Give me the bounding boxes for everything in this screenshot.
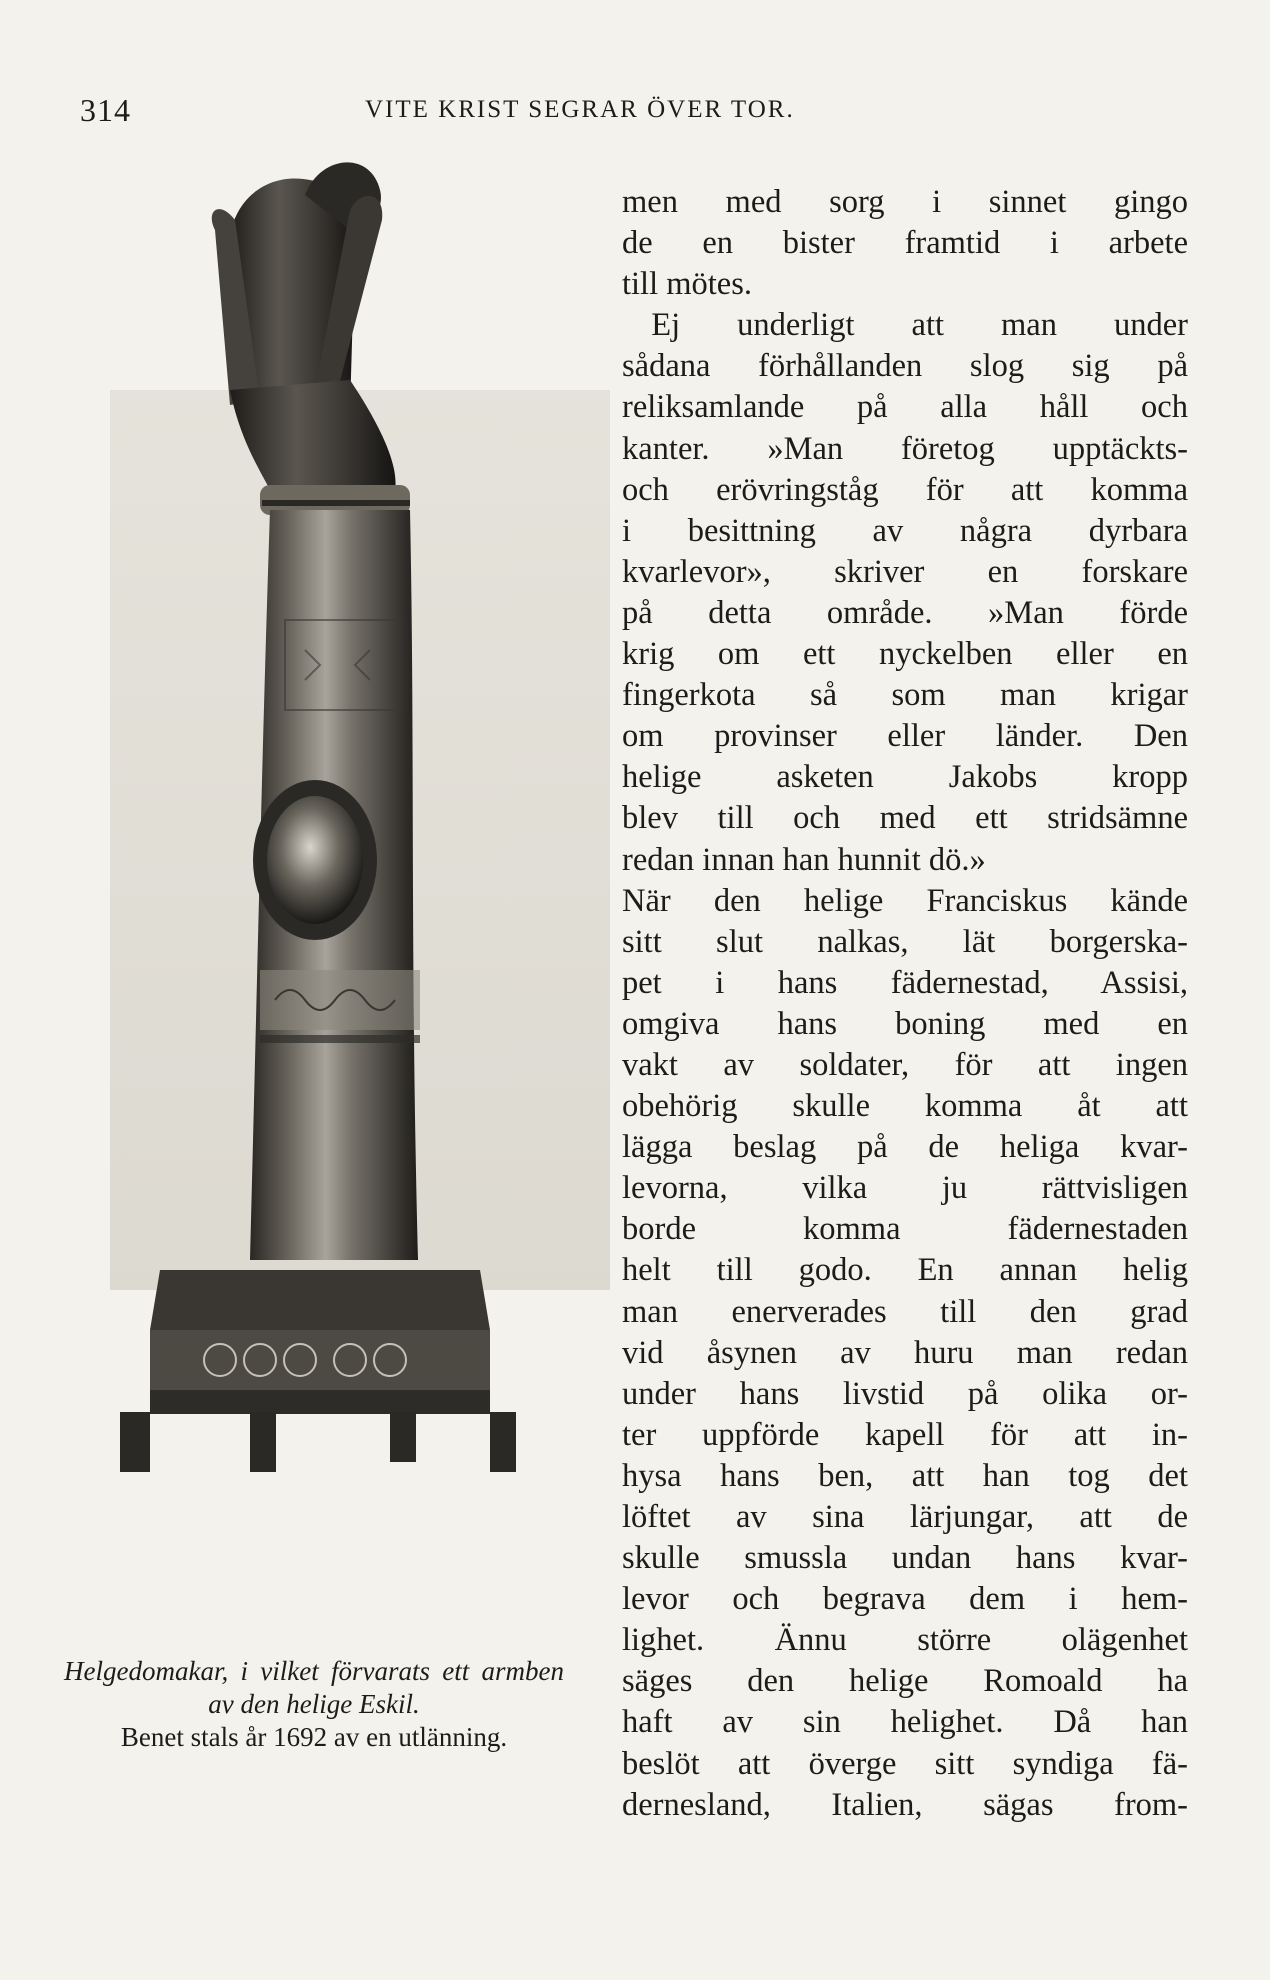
text-line: om provinser eller länder. Den — [622, 718, 1188, 755]
text-line: dernesland, Italien, sägas from- — [622, 1786, 1188, 1823]
caption-italic: Helgedomakar, i vilket förvarats ett armben av den helige Eskil. — [64, 1656, 564, 1719]
text-line: redan innan han hunnit dö.» — [622, 841, 986, 878]
text-line: blev till och med ett stridsämne — [622, 800, 1188, 837]
text-line: krig om ett nyckelben eller en — [622, 636, 1188, 673]
text-line: Ej underligt att man under — [651, 307, 1188, 344]
text-line: obehörig skulle komma åt att — [622, 1088, 1188, 1125]
text-line: vid åsynen av huru man redan — [622, 1334, 1188, 1371]
text-line: fingerkota så som man krigar — [622, 677, 1188, 714]
text-line: lägga beslag på de heliga kvar- — [622, 1129, 1188, 1166]
body-text-column — [622, 182, 1188, 1826]
page-number: 314 — [80, 92, 131, 128]
text-line: på detta område. »Man förde — [622, 594, 1188, 631]
caption-roman: Benet stals år 1692 av en utlänning. — [120, 1722, 508, 1752]
text-line: pet i hans fädernestad, Assisi, — [622, 964, 1188, 1001]
text-line: omgiva hans boning med en — [622, 1005, 1188, 1042]
reliquary-photograph — [110, 150, 610, 1630]
text-line: i besittning av några dyrbara — [622, 512, 1188, 549]
text-line: kanter. »Man företog upptäckts- — [622, 430, 1188, 467]
text-line: beslöt att överge sitt syndiga fä- — [622, 1745, 1188, 1782]
text-line: de en bister framtid i arbete — [622, 225, 1188, 262]
text-line: men med sorg i sinnet gingo — [622, 184, 1188, 220]
text-line: helt till godo. En annan helig — [622, 1252, 1188, 1289]
running-title: VITE KRIST SEGRAR ÖVER TOR. — [365, 96, 795, 123]
text-line: och erövringståg för att komma — [622, 471, 1188, 508]
text-line: vakt av soldater, för att ingen — [622, 1046, 1188, 1083]
text-line: ter uppförde kapell för att in- — [622, 1416, 1188, 1453]
figure-caption — [64, 1655, 564, 1754]
text-line: under hans livstid på olika or- — [622, 1375, 1188, 1412]
text-line: till mötes. — [622, 266, 752, 303]
text-line: skulle smussla undan hans kvar- — [622, 1540, 1188, 1577]
page-header — [80, 92, 1030, 132]
text-line: sådana förhållanden slog sig på — [622, 348, 1188, 385]
text-line: levor och begrava dem i hem- — [622, 1581, 1188, 1618]
text-line: man enerverades till den grad — [622, 1293, 1188, 1330]
text-line: löftet av sina lärjungar, att de — [622, 1499, 1188, 1535]
text-line: säges den helige Romoald ha — [622, 1663, 1188, 1700]
text-line: lighet. Ännu större olägenhet — [622, 1622, 1188, 1659]
text-line: kvarlevor», skriver en forskare — [622, 553, 1188, 590]
reliquary-arm-illustration — [110, 150, 610, 1630]
text-line: levorna, vilka ju rättvisligen — [622, 1170, 1188, 1207]
text-line: När den helige Franciskus kände — [622, 882, 1188, 919]
text-line: helige asketen Jakobs kropp — [622, 759, 1188, 796]
text-line: hysa hans ben, att han tog det — [622, 1457, 1188, 1494]
text-line: sitt slut nalkas, lät borgerska- — [622, 923, 1188, 960]
text-line: reliksamlande på alla håll och — [622, 389, 1188, 426]
text-line: borde komma fädernestaden — [622, 1211, 1188, 1248]
text-line: haft av sin helighet. Då han — [622, 1704, 1188, 1741]
